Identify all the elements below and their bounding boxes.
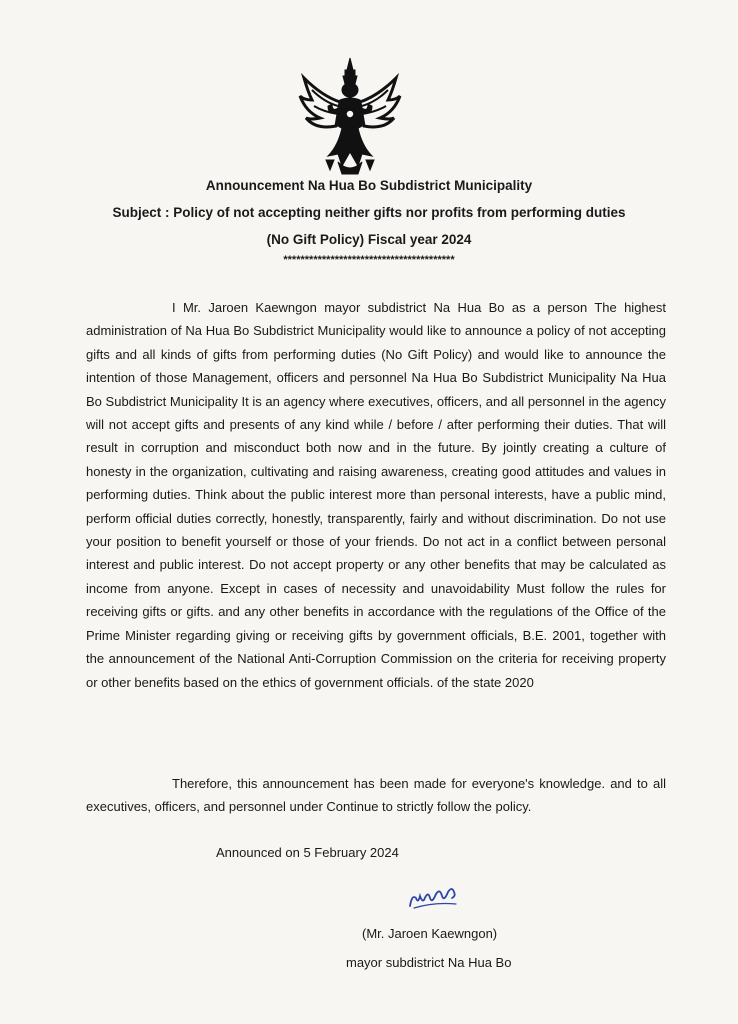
- announcement-subject: Subject : Policy of not accepting neither gifts nor profits from performing duties: [112, 205, 626, 220]
- garuda-emblem-icon: [298, 56, 402, 176]
- signer-position: mayor subdistrict Na Hua Bo: [346, 955, 512, 970]
- announcement-policy-year: (No Gift Policy) Fiscal year 2024: [266, 232, 472, 247]
- signer-name: (Mr. Jaroen Kaewngon): [362, 926, 498, 941]
- announcement-title: Announcement Na Hua Bo Subdistrict Municipality: [205, 178, 533, 193]
- body-paragraph: I Mr. Jaroen Kaewngon mayor subdistrict Na Hua Bo as a person The highest administration of Na Hua Bo Subdistrict Municipality would like to announce a policy of not accepting gifts and all kinds of gifts from performing duties (No Gift Policy) and would like to announce the intention of those Management, officers and personnel Na Hua Bo Subdistrict Municipality Na Hua Bo Subdistrict Municipality It is an agency where executives, officers, and all personnel in the agency will not accept gifts and presents of any kind while / before / after performing their duties. That will result in corruption and misconduct both now and in the future. By jointly creating a culture of honesty in the organization, cultivating and raising awareness, creating good attitudes and values in performing duties. Think about the public interest more than personal interests, have a public mind, perform official duties correctly, honestly, transparently, fairly and without discrimination. Do not use your position to benefit yourself or those of your friends. Do not act in a conflict between personal interest and public interest. Do not accept property or any other benefits that may be calculated as income from anyone. Except in cases of necessity and unavoidability Must follow the rules for receiving gifts or gifts. and any other benefits in accordance with the regulations of the Office of the Prime Minister regarding giving or receiving gifts by government officials, B.E. 2001, together with the announcement of the National Anti-Corruption Commission on the criteria for receiving property or other benefits based on the ethics of government officials. of the state 2020: [86, 300, 666, 690]
- closing-paragraph: Therefore, this announcement has been made for everyone's knowledge. and to all executives, officers, and personnel under Continue to strictly follow the policy.: [86, 776, 666, 815]
- handwritten-signature: [404, 882, 462, 912]
- announcement-date: Announced on 5 February 2024: [216, 845, 399, 860]
- heading-divider: ****************************************: [283, 254, 455, 266]
